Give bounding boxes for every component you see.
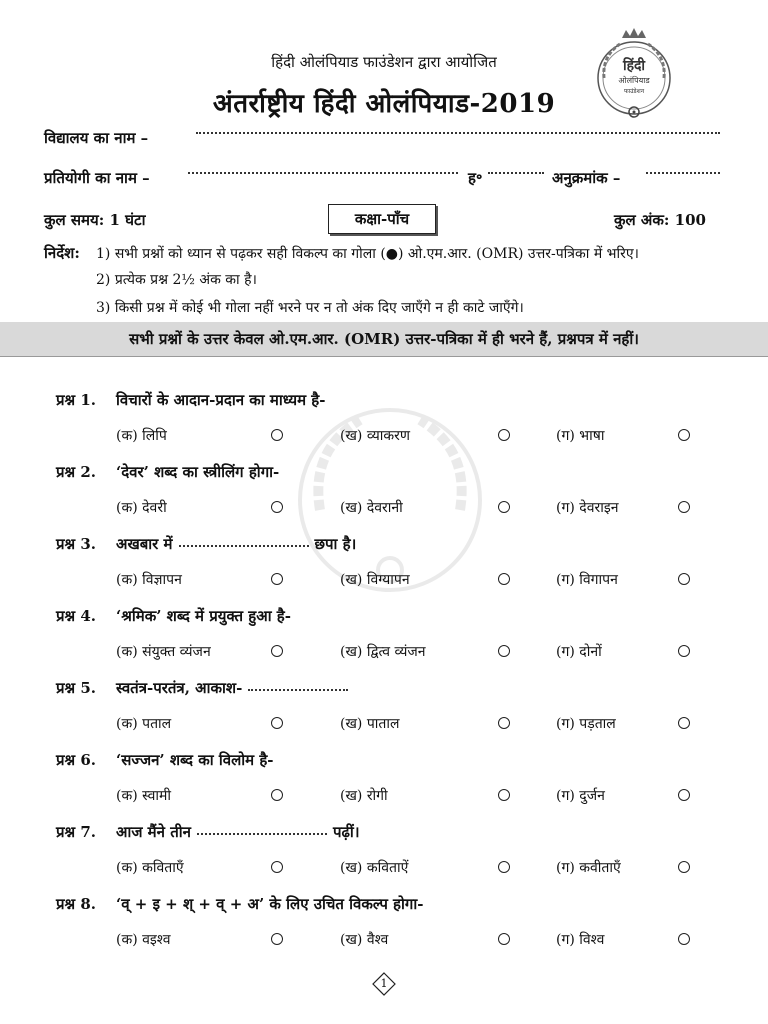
question-text: आज मैंने तीन [116, 823, 191, 841]
question-6-option-1: (क) स्वामी [116, 788, 171, 804]
question-2-option-2: (ख) देवरानी [340, 500, 403, 516]
question-8-option-1: (क) वइश्व [116, 932, 171, 948]
question-5-option-3: (ग) पड़ताल [556, 716, 616, 732]
instruction-1: 1) सभी प्रश्नों को ध्यान से पढ़कर सही विकल्प का गोला (●) ओ.एम.आर. (OMR) उत्तर-पत्रिका में भरिए। [96, 246, 639, 262]
answer-bubble-icon[interactable] [271, 789, 283, 801]
question-number: प्रश्न 5. [56, 679, 97, 697]
question-text: स्वतंत्र-परतंत्र, आकाश- [116, 679, 243, 697]
answer-bubble-icon[interactable] [678, 573, 690, 585]
logo-text-2: ओलंपियाड [618, 76, 650, 85]
answer-bubble-icon[interactable] [271, 429, 283, 441]
question-4 [56, 606, 291, 626]
page-title: अंतर्राष्ट्रीय हिंदी ओलंपियाड-2019 [212, 89, 556, 119]
roll-number-label: अनुक्रमांक – [552, 169, 621, 187]
question-1-option-3: (ग) भाषा [556, 428, 605, 444]
fill-in-blank [197, 833, 327, 835]
question-7-option-3: (ग) कवीताएँ [556, 860, 621, 876]
question-text: ‘देवर’ शब्द का स्त्रीलिंग होगा- [116, 463, 280, 481]
school-name-line[interactable] [196, 132, 720, 134]
candidate-name-label: प्रतियोगी का नाम – [44, 169, 150, 187]
question-3 [56, 534, 356, 554]
question-number: प्रश्न 8. [56, 895, 97, 913]
answer-bubble-icon[interactable] [498, 717, 510, 729]
instruction-3: 3) किसी प्रश्न में कोई भी गोला नहीं भरने पर न तो अंक दिए जाएँगे न ही काटे जाएँगे। [96, 300, 524, 316]
question-7-option-2: (ख) कविताऐं [340, 860, 409, 876]
answer-bubble-icon[interactable] [678, 645, 690, 657]
answer-bubble-icon[interactable] [498, 789, 510, 801]
question-3-option-3: (ग) विगापन [556, 572, 618, 588]
total-time: कुल समय: 1 घंटा [44, 211, 146, 229]
question-4-option-3: (ग) दोनों [556, 644, 602, 660]
question-6-option-3: (ग) दुर्जन [556, 788, 605, 804]
answer-bubble-icon[interactable] [678, 717, 690, 729]
question-number: प्रश्न 1. [56, 391, 97, 409]
olympiad-logo [592, 26, 676, 126]
page-number [372, 972, 396, 996]
answer-bubble-icon[interactable] [498, 573, 510, 585]
answer-bubble-icon[interactable] [498, 429, 510, 441]
signature-label: ह॰ [468, 169, 483, 187]
question-2 [56, 462, 279, 482]
question-8-option-3: (ग) विश्व [556, 932, 605, 948]
answer-bubble-icon[interactable] [498, 933, 510, 945]
answer-bubble-icon[interactable] [271, 501, 283, 513]
candidate-name-line[interactable] [188, 172, 458, 174]
question-text: अखबार में [116, 535, 173, 553]
answer-bubble-icon[interactable] [271, 573, 283, 585]
logo-text-1: हिंदी [622, 58, 646, 74]
class-box: कक्षा-पाँच [328, 204, 436, 234]
question-text-after: पढ़ीं। [332, 823, 360, 841]
answer-bubble-icon[interactable] [498, 861, 510, 873]
question-1-option-1: (क) लिपि [116, 428, 167, 444]
school-name-label: विद्यालय का नाम – [44, 129, 149, 147]
question-text: ‘व् + इ + श् + व् + अ’ के लिए उचित विकल्प होगा- [116, 895, 424, 913]
question-2-option-1: (क) देवरी [116, 500, 167, 516]
answer-bubble-icon[interactable] [678, 429, 690, 441]
answer-bubble-icon[interactable] [678, 789, 690, 801]
question-2-option-3: (ग) देवराइन [556, 500, 619, 516]
question-text: ‘श्रमिक’ शब्द में प्रयुक्त हुआ है- [116, 607, 291, 625]
omr-notice-banner: सभी प्रश्नों के उत्तर केवल ओ.एम.आर. (OMR) उत्तर-पत्रिका में ही भरने हैं, प्रश्नपत्र में नहीं। [0, 322, 768, 357]
question-1 [56, 390, 326, 410]
organizer-text: हिंदी ओलंपियाड फाउंडेशन द्वारा आयोजित [271, 53, 497, 71]
question-6 [56, 750, 274, 770]
question-7-option-1: (क) कविताएँ [116, 860, 184, 876]
question-7 [56, 822, 360, 842]
question-number: प्रश्न 3. [56, 535, 97, 553]
logo-text-3: फाउंडेशन [623, 88, 645, 95]
question-number: प्रश्न 2. [56, 463, 97, 481]
roll-number-line[interactable] [646, 172, 720, 174]
question-text: विचारों के आदान-प्रदान का माध्यम है- [116, 391, 326, 409]
question-5-option-2: (ख) पाताल [340, 716, 400, 732]
question-number: प्रश्न 4. [56, 607, 97, 625]
page-number-text: 1 [380, 977, 388, 990]
question-4-option-2: (ख) द्वित्व व्यंजन [340, 644, 426, 660]
instructions-label: निर्देश: [44, 244, 80, 262]
answer-bubble-icon[interactable] [678, 933, 690, 945]
fill-in-blank [248, 689, 348, 691]
total-marks: कुल अंक: 100 [614, 211, 706, 229]
answer-bubble-icon[interactable] [678, 861, 690, 873]
answer-bubble-icon[interactable] [271, 861, 283, 873]
question-5 [56, 678, 354, 698]
question-8 [56, 894, 423, 914]
answer-bubble-icon[interactable] [271, 645, 283, 657]
answer-bubble-icon[interactable] [271, 933, 283, 945]
instruction-2: 2) प्रत्येक प्रश्न 2½ अंक का है। [96, 272, 257, 288]
question-3-option-1: (क) विज्ञापन [116, 572, 182, 588]
signature-line[interactable] [488, 172, 544, 174]
question-3-option-2: (ख) विग्यापन [340, 572, 410, 588]
question-text: ‘सज्जन’ शब्द का विलोम है- [116, 751, 274, 769]
question-text-after: छपा है। [314, 535, 357, 553]
question-6-option-2: (ख) रोगी [340, 788, 388, 804]
fill-in-blank [179, 545, 309, 547]
question-5-option-1: (क) पताल [116, 716, 172, 732]
question-8-option-2: (ख) वैश्व [340, 932, 389, 948]
answer-bubble-icon[interactable] [498, 645, 510, 657]
question-number: प्रश्न 6. [56, 751, 97, 769]
answer-bubble-icon[interactable] [498, 501, 510, 513]
question-number: प्रश्न 7. [56, 823, 97, 841]
answer-bubble-icon[interactable] [678, 501, 690, 513]
question-4-option-1: (क) संयुक्त व्यंजन [116, 644, 211, 660]
question-1-option-2: (ख) व्याकरण [340, 428, 410, 444]
answer-bubble-icon[interactable] [271, 717, 283, 729]
